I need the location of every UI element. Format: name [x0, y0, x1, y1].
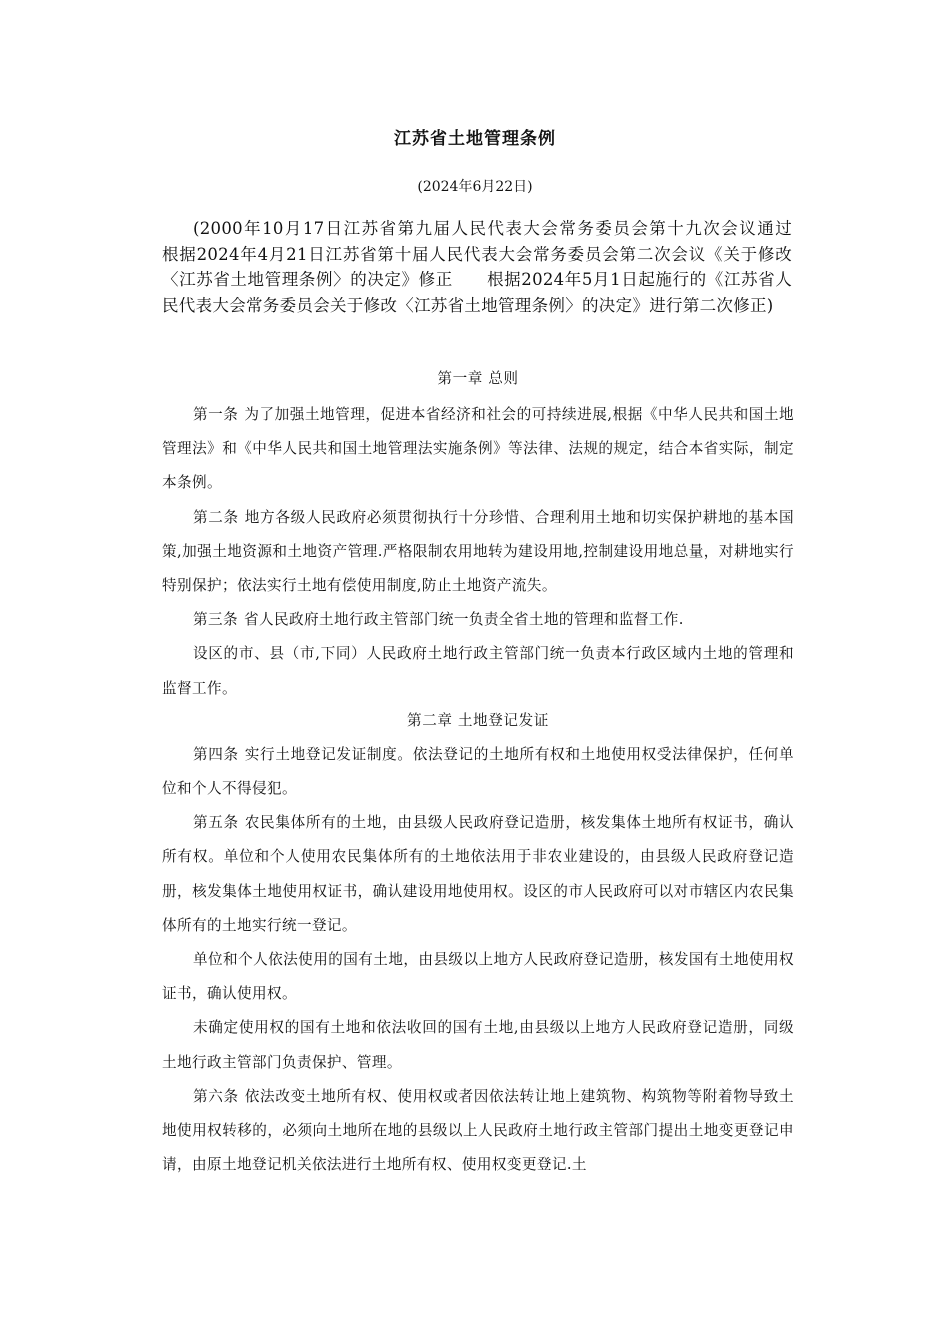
article-text: 省人民政府土地行政主管部门统一负责全省土地的管理和监督工作.: [243, 611, 684, 629]
article-text: 单位和个人依法使用的国有土地，由县级以上地方人民政府登记造册，核发国有土地使用权证书，确认使用权。: [162, 951, 794, 1003]
article-paragraph: [162, 806, 794, 943]
article-number: 第六条: [193, 1087, 239, 1105]
article-paragraph: [162, 1080, 794, 1183]
article-paragraph: [162, 1011, 794, 1079]
article-text: 地方各级人民政府必须贯彻执行十分珍惜、合理利用土地和切实保护耕地的基本国策,加强土地资源和土地资产管理.严格限制农用地转为建设用地,控制建设用地总量，对耕地实行特别保护；依法实行土地有偿使用制度,防止土地资产流失。: [162, 508, 795, 595]
article-text: 设区的市、县（市,下同）人民政府土地行政主管部门统一负责本行政区域内土地的管理和监督工作。: [162, 645, 794, 697]
chapter-heading: 第二章 土地登记发证: [407, 711, 549, 729]
article-paragraph: [162, 603, 794, 637]
article-text: 农民集体所有的土地，由县级人民政府登记造册，核发集体土地所有权证书，确认所有权。单位和个人使用农民集体所有的土地依法用于非农业建设的，由县级人民政府登记造册，核发集体土地使用权证书，确认建设用地使用权。设区的市人民政府可以对市辖区内农民集体所有的土地实行统一登记。: [162, 814, 795, 934]
article-number: 第一条: [193, 406, 239, 423]
article-paragraph: [162, 398, 794, 501]
article-number: 第二条: [193, 508, 239, 526]
article-paragraph: [162, 637, 794, 705]
document-body: [162, 368, 794, 1182]
chapter-heading: 第一章 总则: [437, 370, 519, 387]
article-number: 第五条: [193, 814, 239, 832]
article-paragraph: [162, 738, 794, 806]
document-date: (2024年6月22日): [417, 179, 533, 195]
article-text: 实行土地登记发证制度。依法登记的土地所有权和土地使用权受法律保护，任何单位和个人不得侵犯。: [162, 745, 795, 798]
article-number: 第三条: [193, 611, 238, 629]
article-text: 依法改变土地所有权、使用权或者因依法转让地上建筑物、构筑物等附着物导致土地使用权转移的，必须向土地所在地的县级以上人民政府土地行政主管部门提出土地变更登记申请，由原土地登记机关依法进行土地所有权、使用权变更登记.土: [162, 1087, 795, 1174]
document-title: 江苏省土地管理条例: [394, 129, 556, 149]
article-paragraph: [162, 943, 794, 1011]
article-paragraph: [162, 501, 794, 604]
article-text: 为了加强土地管理，促进本省经济和社会的可持续进展,根据《中华人民共和国土地管理法》和《中华人民共和国土地管理法实施条例》等法律、法规的规定，结合本省实际，制定本条例。: [162, 406, 794, 492]
article-number: 第四条: [193, 745, 239, 763]
article-text: 未确定使用权的国有土地和依法收回的国有土地,由县级以上地方人民政府登记造册，同级土地行政主管部门负责保护、管理。: [162, 1019, 794, 1071]
amendment-history: (2000年10月17日江苏省第九届人民代表大会常务委员会第十九次会议通过 根据2024年4月21日江苏省第十届人民代表大会常务委员会第二次会议《关于修改〈江苏省土地管理条例〉的决定》修正 根据2024年5月1日起施行的《江苏省人民代表大会常务委员会关于修改〈江苏省土地管理条例〉的决定》进行第二次修正): [162, 219, 826, 315]
